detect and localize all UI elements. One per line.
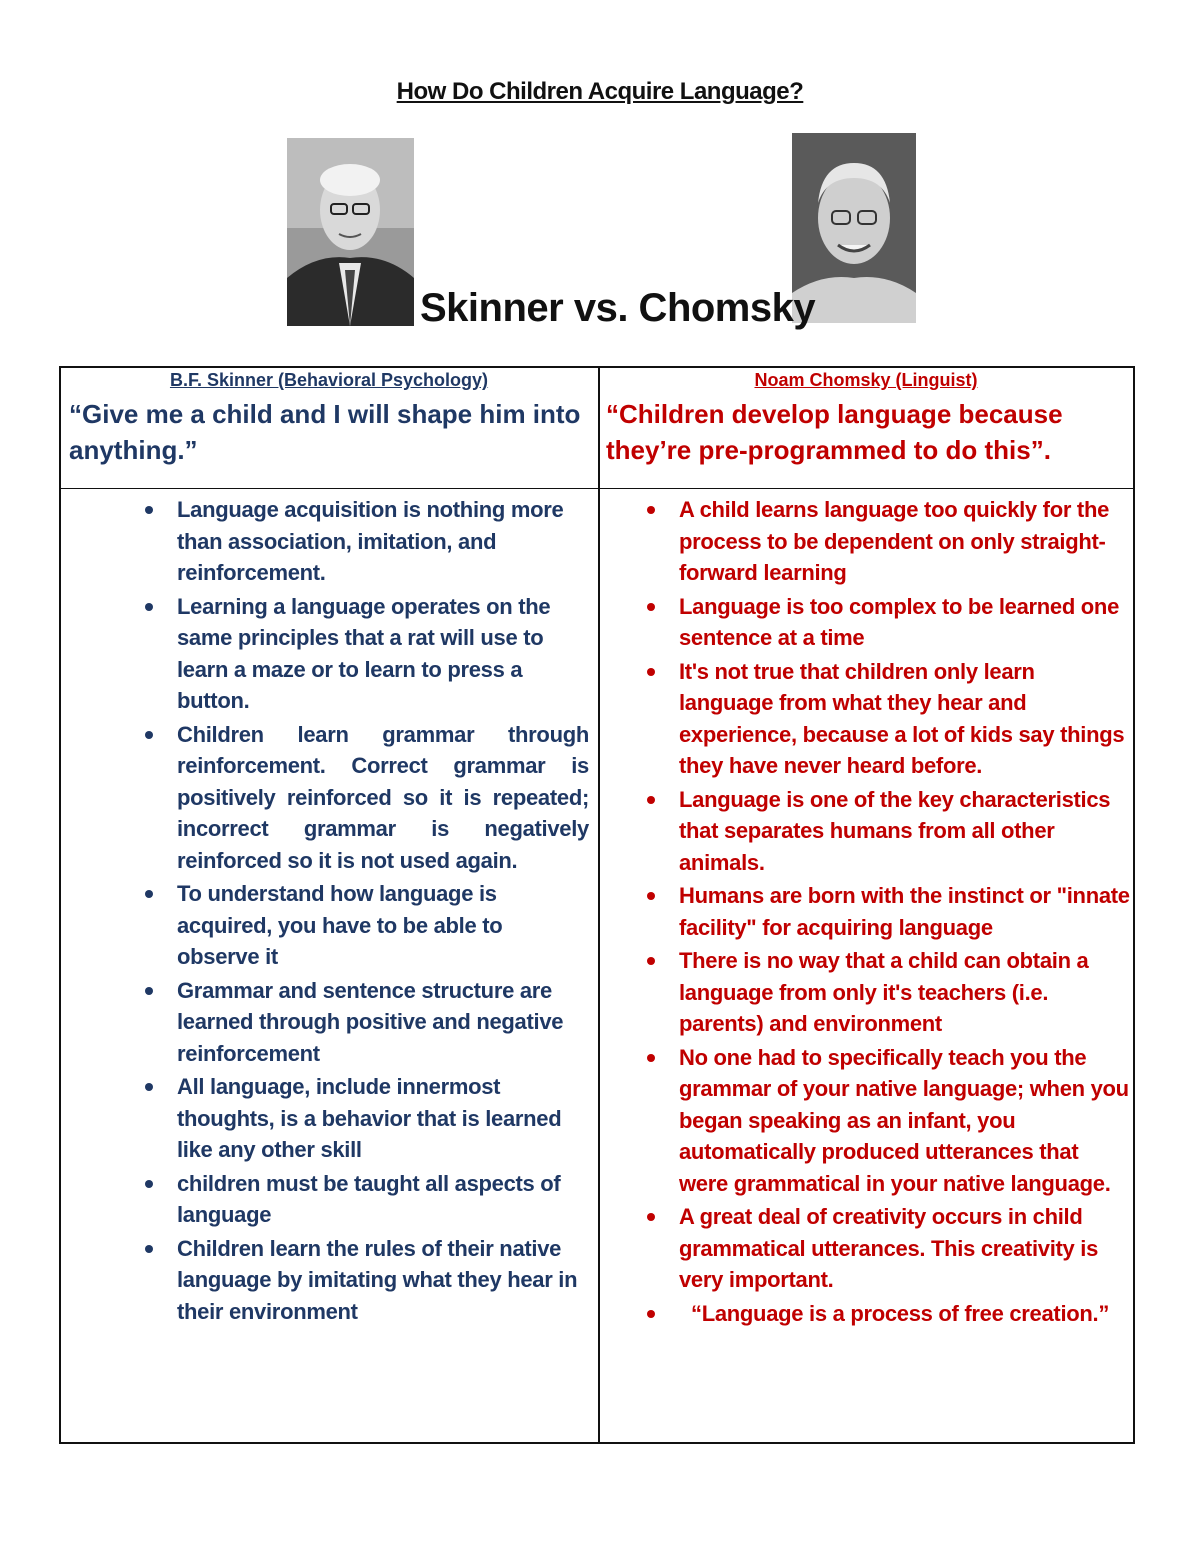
list-item: Grammar and sentence structure are learned through positive and negative reinforcement [139,975,589,1070]
chomsky-header-cell [606,370,1126,468]
bullet-icon [145,890,153,898]
chomsky-points-cell [641,494,1131,1331]
bullet-icon [647,1054,655,1062]
bullet-icon [145,1180,153,1188]
skinner-points-list [139,494,589,1327]
bullet-icon [647,668,655,676]
list-item: A great deal of creativity occurs in child grammatical utterances. This creativity is very important. [641,1201,1131,1296]
skinner-header-cell [69,370,589,468]
skinner-vs-chomsky-heading: Skinner vs. Chomsky [420,286,816,330]
skinner-portrait-photo [287,138,414,326]
bullet-icon [145,987,153,995]
row-divider [61,488,1133,489]
bullet-icon [647,796,655,804]
chomsky-quote: “Children develop language because they’re pre-programmed to do this”. [606,399,1063,465]
list-item: It's not true that children only learn language from what they hear and experience, because a lot of kids say things they have never heard before. [641,656,1131,782]
list-item: Humans are born with the instinct or "innate facility" for acquiring language [641,880,1131,943]
skinner-quote: “Give me a child and I will shape him into anything.” [69,399,581,465]
bullet-icon [647,1213,655,1221]
comparison-table [59,366,1135,1444]
chomsky-points-list [641,494,1131,1329]
bullet-icon [647,506,655,514]
skinner-name: B.F. Skinner (Behavioral Psychology) [169,370,489,390]
list-item: Language is too complex to be learned one sentence at a time [641,591,1131,654]
column-divider [598,368,600,1442]
list-item: Learning a language operates on the same principles that a rat will use to learn a maze or to learn to press a button. [139,591,589,717]
bullet-icon [647,1310,655,1318]
list-item: Language is one of the key characteristics that separates humans from all other animals. [641,784,1131,879]
list-item: Children learn the rules of their native language by imitating what they hear in their environment [139,1233,589,1328]
skinner-points-cell [139,494,589,1329]
list-item: No one had to specifically teach you the grammar of your native language; when you began speaking as an infant, you automatically produced utterances that were grammatical in your native language. [641,1042,1131,1200]
list-item: All language, include innermost thoughts, is a behavior that is learned like any other skill [139,1071,589,1166]
bullet-icon [145,1083,153,1091]
list-item: children must be taught all aspects of language [139,1168,589,1231]
list-item: There is no way that a child can obtain a language from only it's teachers (i.e. parents) and environment [641,945,1131,1040]
page-title: How Do Children Acquire Language? [396,78,804,105]
list-item: Language acquisition is nothing more than association, imitation, and reinforcement. [139,494,589,589]
bullet-icon [145,731,153,739]
bullet-icon [145,603,153,611]
bullet-icon [647,892,655,900]
list-item: A child learns language too quickly for the process to be dependent on only straight-forward learning [641,494,1131,589]
list-item: Children learn grammar through reinforcement. Correct grammar is positively reinforced so it is repeated; incorrect grammar is negatively reinforced so it is not used again. [139,719,589,877]
list-item: To understand how language is acquired, you have to be able to observe it [139,878,589,973]
list-item: “Language is a process of free creation.” [641,1298,1131,1330]
bullet-icon [647,603,655,611]
bullet-icon [145,1245,153,1253]
bullet-icon [145,506,153,514]
bullet-icon [647,957,655,965]
chomsky-name: Noam Chomsky (Linguist) [754,370,978,390]
